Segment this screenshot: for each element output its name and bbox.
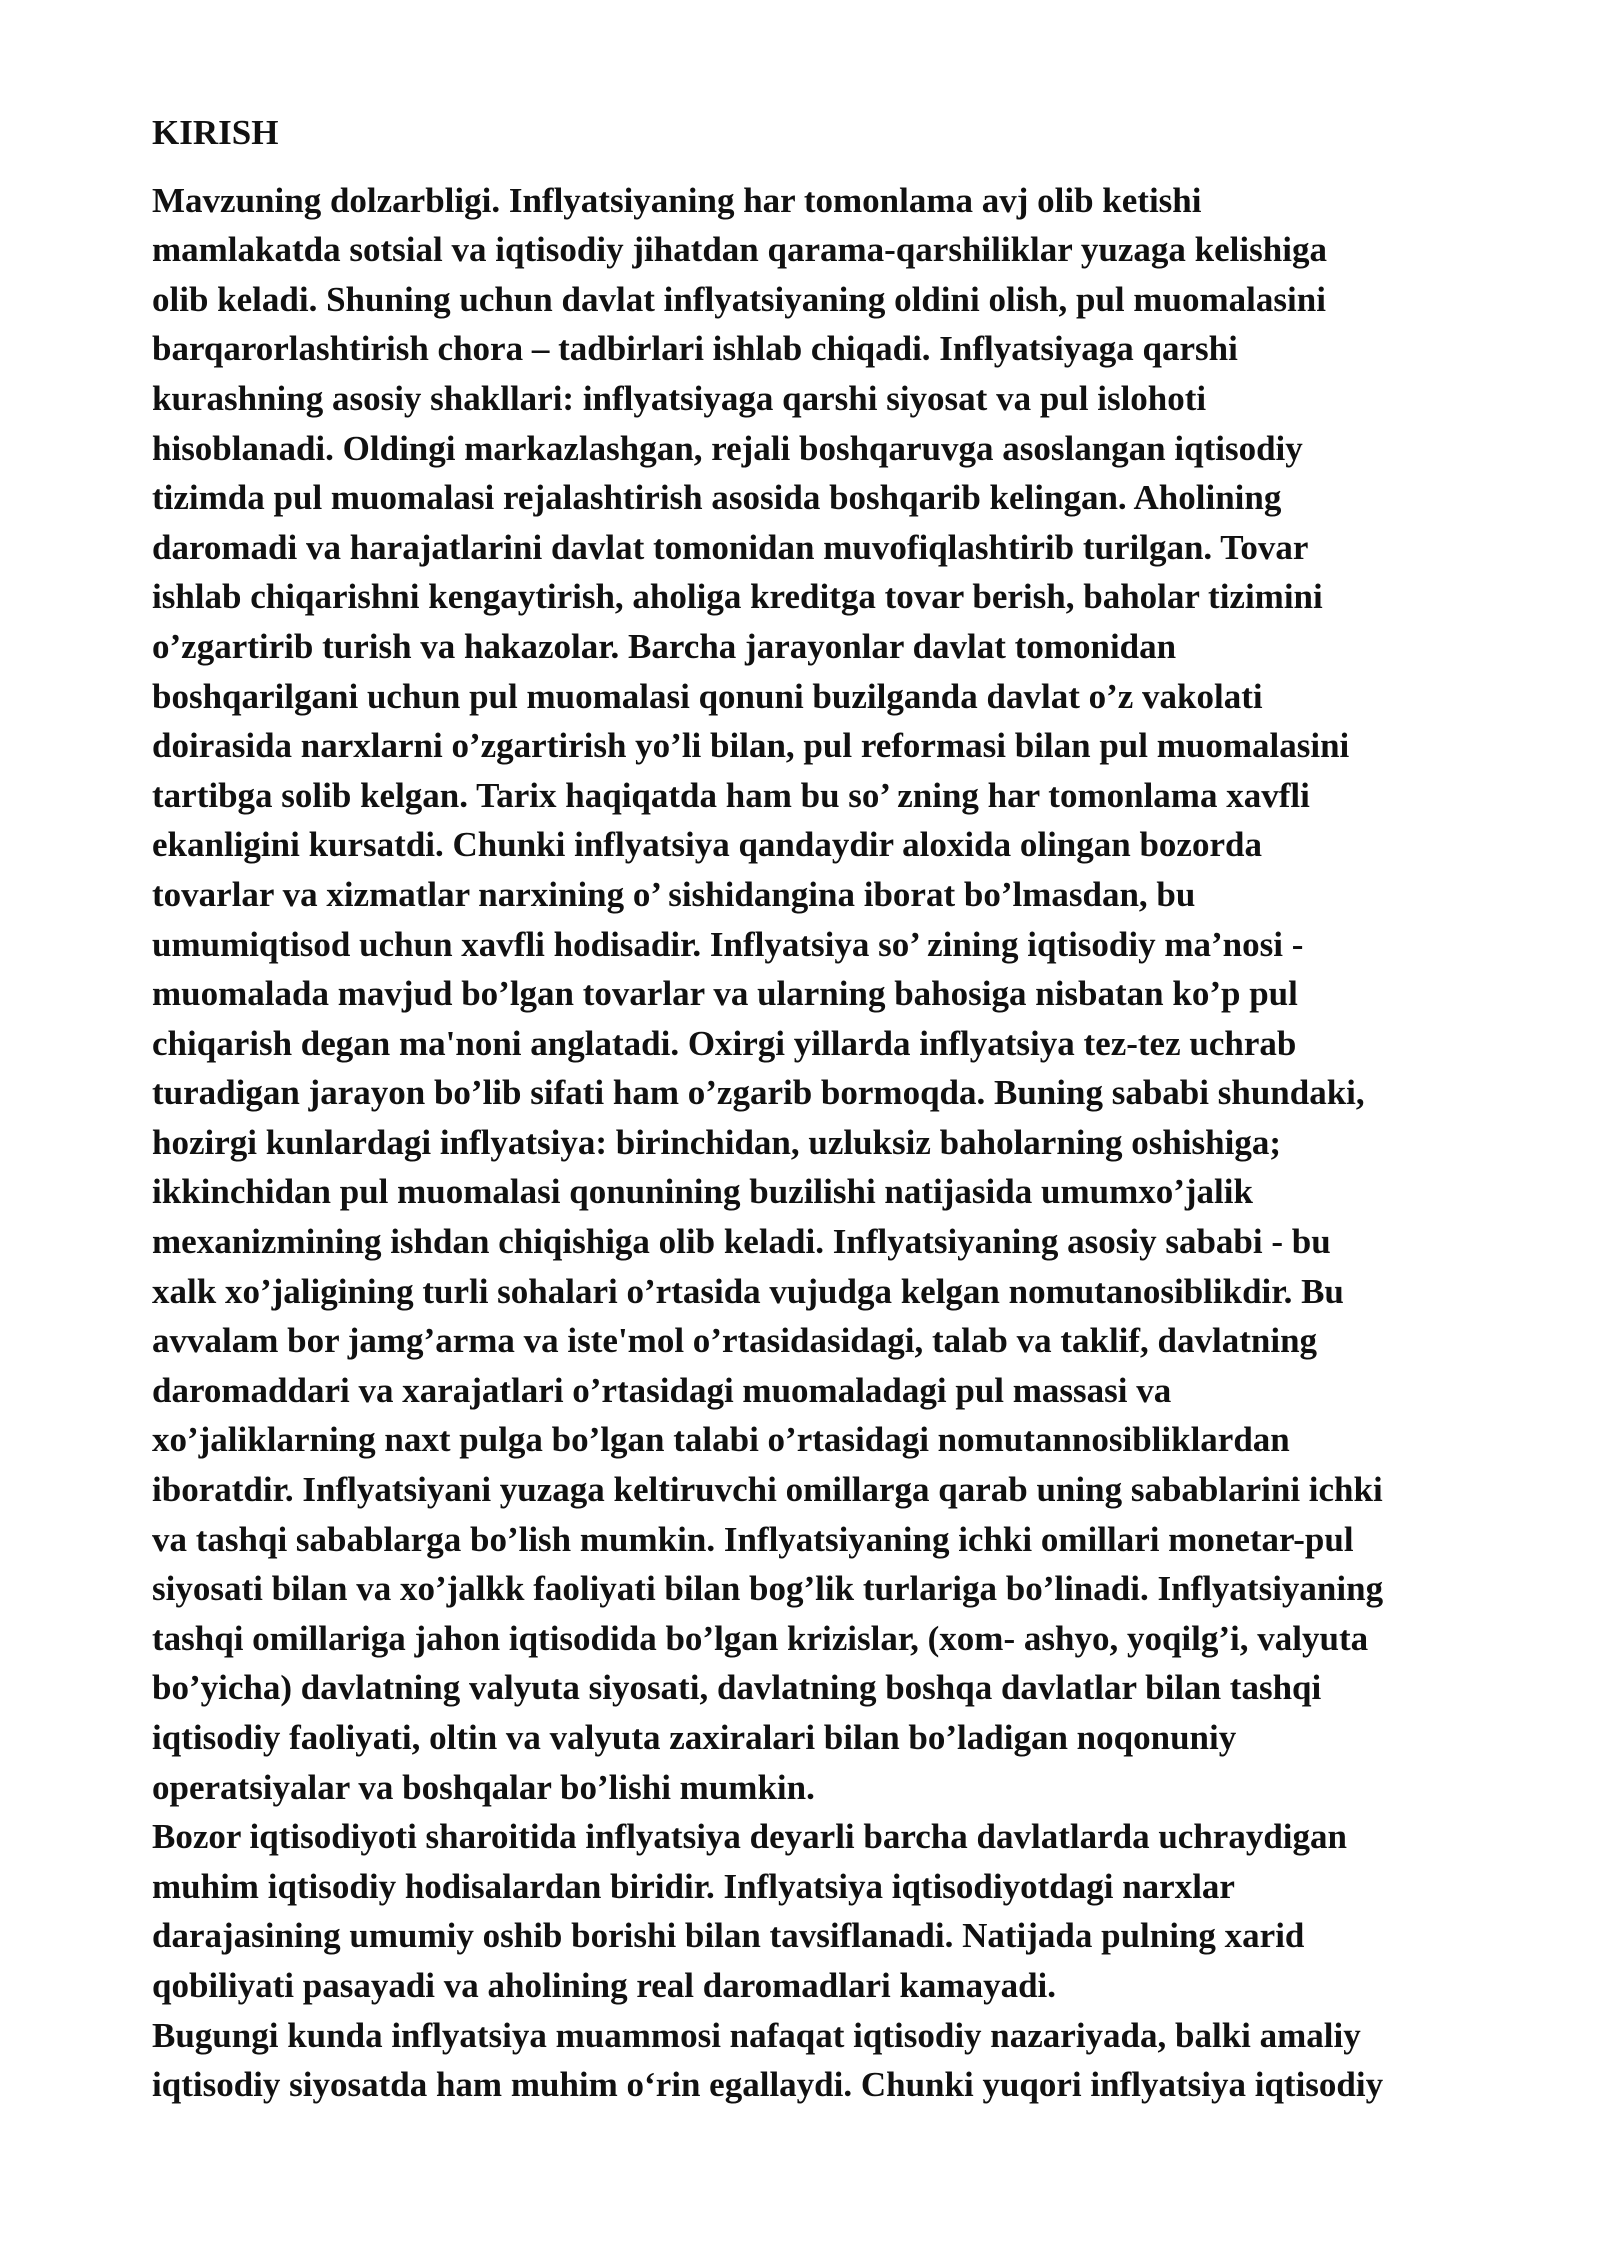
text-line: Bugungi kunda inflyatsiya muammosi nafaqat iqtisodiy nazariyada, balki amaliy — [152, 2015, 1361, 2055]
text-line: bo’yicha) davlatning valyuta siyosati, davlatning boshqa davlatlar bilan tashqi — [152, 1668, 1322, 1708]
text-line: kurashning asosiy shakllari: inflyatsiyaga qarshi siyosat va pul islohoti — [152, 378, 1207, 418]
text-line: turadigan jarayon bo’lib sifati ham o’zgarib bormoqda. Buning sababi shundaki, — [152, 1073, 1365, 1113]
text-line: daromadi va harajatlarini davlat tomonidan muvofiqlashtirib turilgan. Tovar — [152, 527, 1309, 567]
document-page — [152, 108, 1492, 2110]
text-line: tovarlar va xizmatlar narxining o’ sishidangina iborat bo’lmasdan, bu — [152, 874, 1196, 914]
text-line: ikkinchidan pul muomalasi qonunining buzilishi natijasida umumxo’jalik — [152, 1172, 1253, 1212]
text-line: tartibga solib kelgan. Tarix haqiqatda ham bu so’ zning har tomonlama xavfli — [152, 775, 1310, 815]
text-line: darajasining umumiy oshib borishi bilan tavsiflanadi. Natijada pulning xarid — [152, 1916, 1305, 1956]
text-line: chiqarish degan ma'noni anglatadi. Oxirgi yillarda inflyatsiya tez-tez uchrab — [152, 1023, 1297, 1063]
text-line: siyosati bilan va xo’jalkk faoliyati bilan bog’lik turlariga bo’linadi. Inflyatsiyaning — [152, 1569, 1384, 1609]
text-line: operatsiyalar va boshqalar bo’lishi mumkin. — [152, 1767, 815, 1807]
text-line: iqtisodiy faoliyati, oltin va valyuta zaxiralari bilan bo’ladigan noqonuniy — [152, 1718, 1237, 1757]
text-line: muhim iqtisodiy hodisalardan biridir. Inflyatsiya iqtisodiyotdagi narxlar — [152, 1866, 1235, 1906]
text-line: tizimda pul muomalasi rejalashtirish asosida boshqarib kelingan. Aholining — [152, 478, 1282, 518]
text-line: tashqi omillariga jahon iqtisodida bo’lgan krizislar, (xom- ashyo, yoqilg’i, valyuta — [152, 1618, 1369, 1658]
text-line: mexanizmining ishdan chiqishiga olib keladi. Inflyatsiyaning asosiy sababi - bu — [152, 1222, 1331, 1262]
text-line: barqarorlashtirish chora – tadbirlari ishlab chiqadi. Inflyatsiyaga qarshi — [152, 329, 1238, 369]
text-line: hozirgi kunlardagi inflyatsiya: birinchidan, uzluksiz baholarning oshishiga; — [152, 1122, 1282, 1162]
text-line: iqtisodiy siyosatda ham muhim oʻrin egallaydi. Chunki yuqori inflyatsiya iqtisodiy — [152, 2065, 1384, 2105]
body-text — [152, 176, 1492, 2110]
page-heading: KIRISH — [152, 113, 279, 152]
text-line: xalk xo’jaligining turli sohalari o’rtasida vujudga kelgan nomutanosiblikdir. Bu — [152, 1271, 1344, 1311]
text-line: ishlab chiqarishni kengaytirish, aholiga kreditga tovar berish, baholar tizimini — [152, 577, 1323, 617]
text-line: hisoblanadi. Oldingi markazlashgan, rejali boshqaruvga asoslangan iqtisodiy — [152, 428, 1303, 468]
text-line: doirasida narxlarni o’zgartirish yo’li bilan, pul reformasi bilan pul muomalasini — [152, 726, 1350, 766]
text-line: Bozor iqtisodiyoti sharoitida inflyatsiya deyarli barcha davlatlarda uchraydigan — [152, 1817, 1347, 1857]
text-line: xo’jaliklarning naxt pulga bo’lgan talabi o’rtasidagi nomutannosibliklardan — [152, 1420, 1290, 1460]
text-line: daromaddari va xarajatlari o’rtasidagi muomaladagi pul massasi va — [152, 1370, 1172, 1410]
text-line: olib keladi. Shuning uchun davlat inflyatsiyaning oldini olish, pul muomalasini — [152, 279, 1326, 319]
text-line: o’zgartirib turish va hakazolar. Barcha jarayonlar davlat tomonidan — [152, 626, 1177, 666]
text-line: qobiliyati pasayadi va aholining real daromadlari kamayadi. — [152, 1965, 1057, 2005]
text-line: mamlakatda sotsial va iqtisodiy jihatdan qarama-qarshiliklar yuzaga kelishiga — [152, 230, 1327, 270]
text-line: umumiqtisod uchun xavfli hodisadir. Inflyatsiya so’ zining iqtisodiy ma’nosi - — [152, 924, 1304, 964]
text-line: va tashqi sabablarga bo’lish mumkin. Inflyatsiyaning ichki omillari monetar-pul — [152, 1519, 1354, 1559]
text-line: ekanligini kursatdi. Chunki inflyatsiya qandaydir aloxida olingan bozorda — [152, 825, 1262, 865]
text-line: boshqarilgani uchun pul muomalasi qonuni buzilganda davlat o’z vakolati — [152, 676, 1263, 716]
text-line: avvalam bor jamg’arma va iste'mol o’rtasidasidagi, talab va taklif, davlatning — [152, 1321, 1318, 1361]
text-line: muomalada mavjud bo’lgan tovarlar va ularning bahosiga nisbatan ko’p pul — [152, 974, 1298, 1014]
text-line: iboratdir. Inflyatsiyani yuzaga keltiruvchi omillarga qarab uning sabablarini ichki — [152, 1470, 1383, 1510]
text-line: Mavzuning dolzarbligi. Inflyatsiyaning har tomonlama avj olib ketishi — [152, 180, 1202, 220]
